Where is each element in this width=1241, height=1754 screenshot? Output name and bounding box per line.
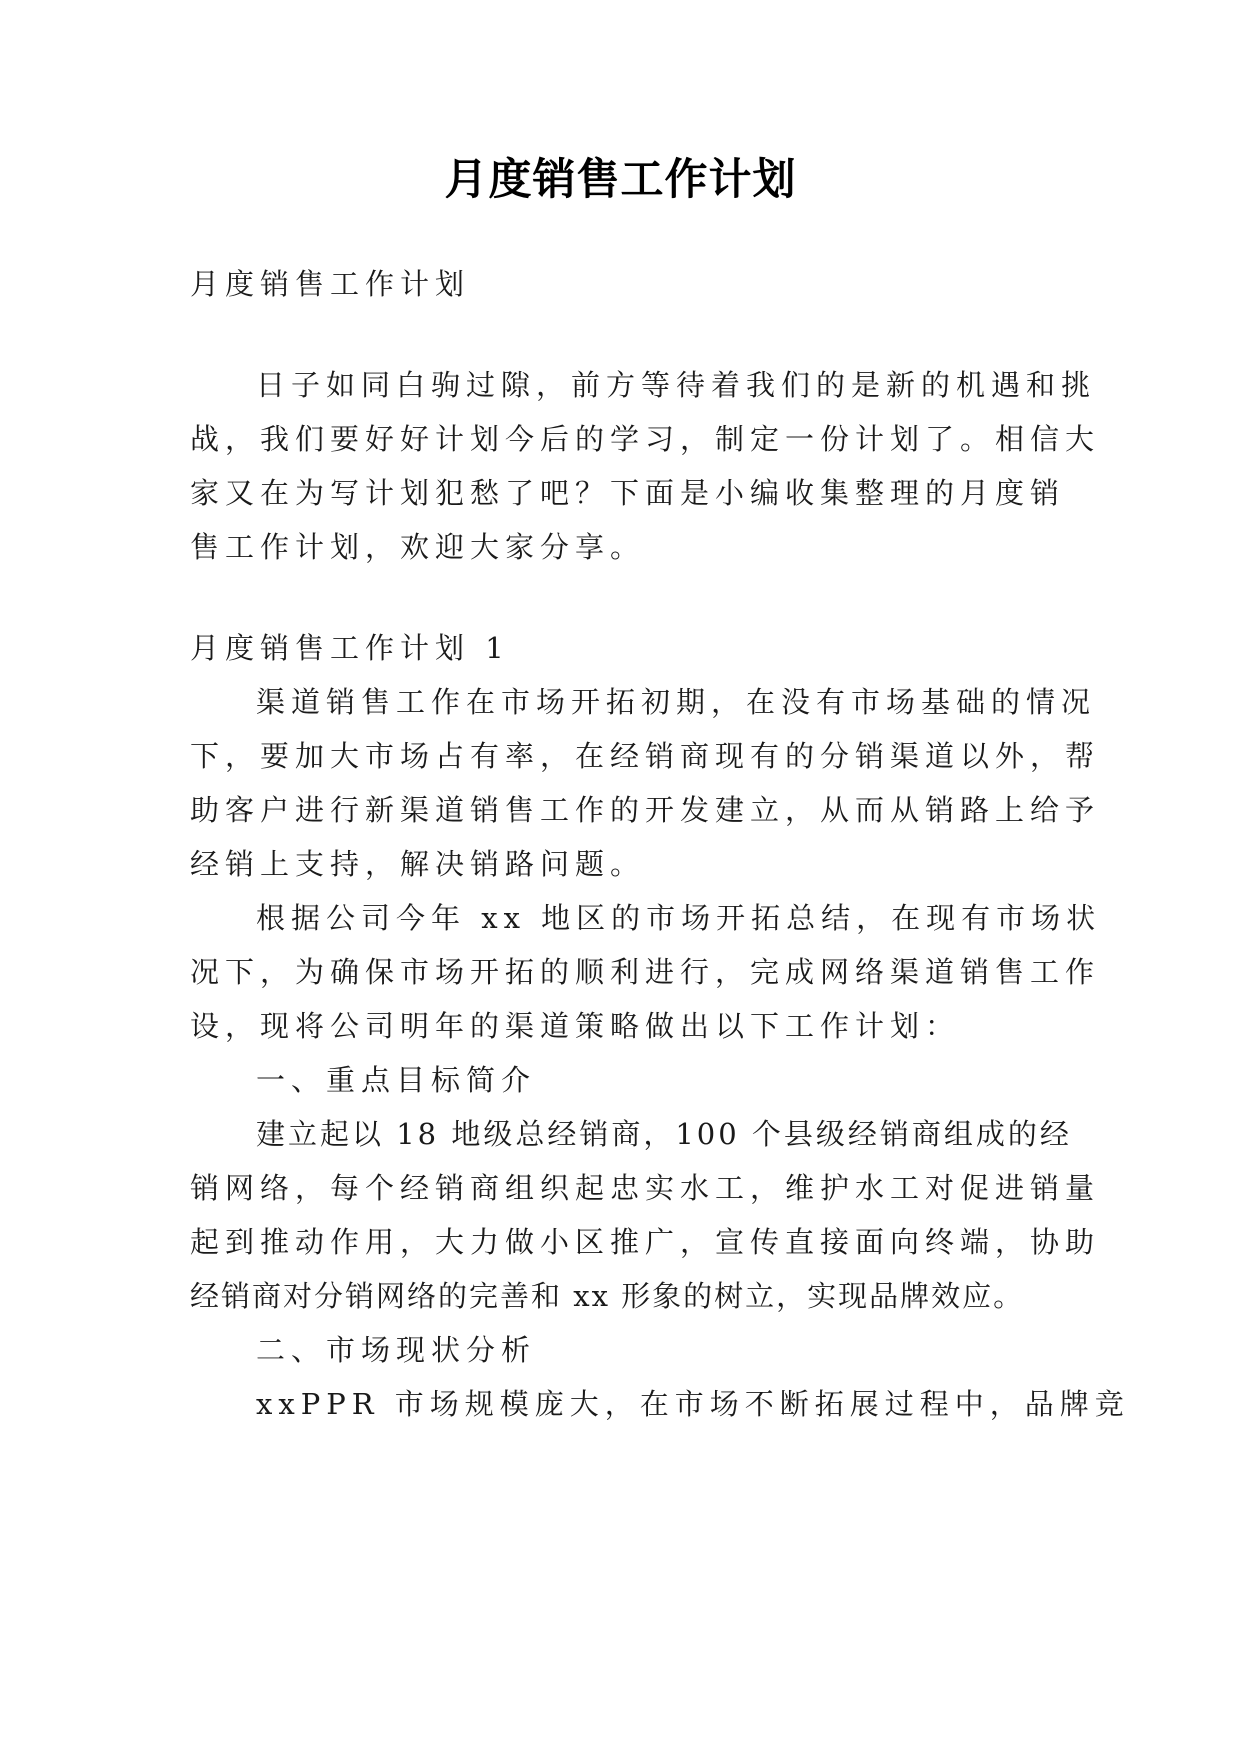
paragraph-line: 战，我们要好好计划今后的学习，制定一份计划了。相信大 [190,422,1101,456]
list-heading: 一、重点目标简介 [256,1063,537,1097]
paragraph-line: 销网络，每个经销商组织起忠实水工，维护水工对促进销量 [190,1171,1101,1205]
paragraph-line: 助客户进行新渠道销售工作的开发建立，从而从销路上给予 [190,793,1101,827]
paragraph-line: 家又在为写计划犯愁了吧？下面是小编收集整理的月度销 [190,476,1066,510]
paragraph-line: 渠道销售工作在市场开拓初期，在没有市场基础的情况 [256,685,1097,719]
document-title: 月度销售工作计划 [444,155,797,205]
paragraph-line: 经销上支持，解决销路问题。 [190,847,646,881]
paragraph-line: xxPPR 市场规模庞大，在市场不断拓展过程中，品牌竞 [256,1387,1130,1421]
paragraph-line: 设，现将公司明年的渠道策略做出以下工作计划： [190,1009,961,1043]
paragraph-line: 售工作计划，欢迎大家分享。 [190,530,646,564]
document-subtitle: 月度销售工作计划 [190,267,471,301]
list-heading: 二、市场现状分析 [256,1333,537,1367]
section-heading: 月度销售工作计划 1 [190,631,510,665]
paragraph-line: 下，要加大市场占有率，在经销商现有的分销渠道以外，帮 [190,739,1101,773]
paragraph-line: 根据公司今年 xx 地区的市场开拓总结，在现有市场状 [256,901,1102,935]
paragraph-line: 经销商对分销网络的完善和 xx 形象的树立，实现品牌效应。 [190,1279,1025,1313]
paragraph-line: 日子如同白驹过隙，前方等待着我们的是新的机遇和挑 [256,368,1097,402]
paragraph-line: 况下，为确保市场开拓的顺利进行，完成网络渠道销售工作 [190,955,1101,989]
paragraph-line: 建立起以 18 地级总经销商，100 个县级经销商组成的经 [256,1117,1072,1151]
paragraph-line: 起到推动作用，大力做小区推广，宣传直接面向终端，协助 [190,1225,1101,1259]
